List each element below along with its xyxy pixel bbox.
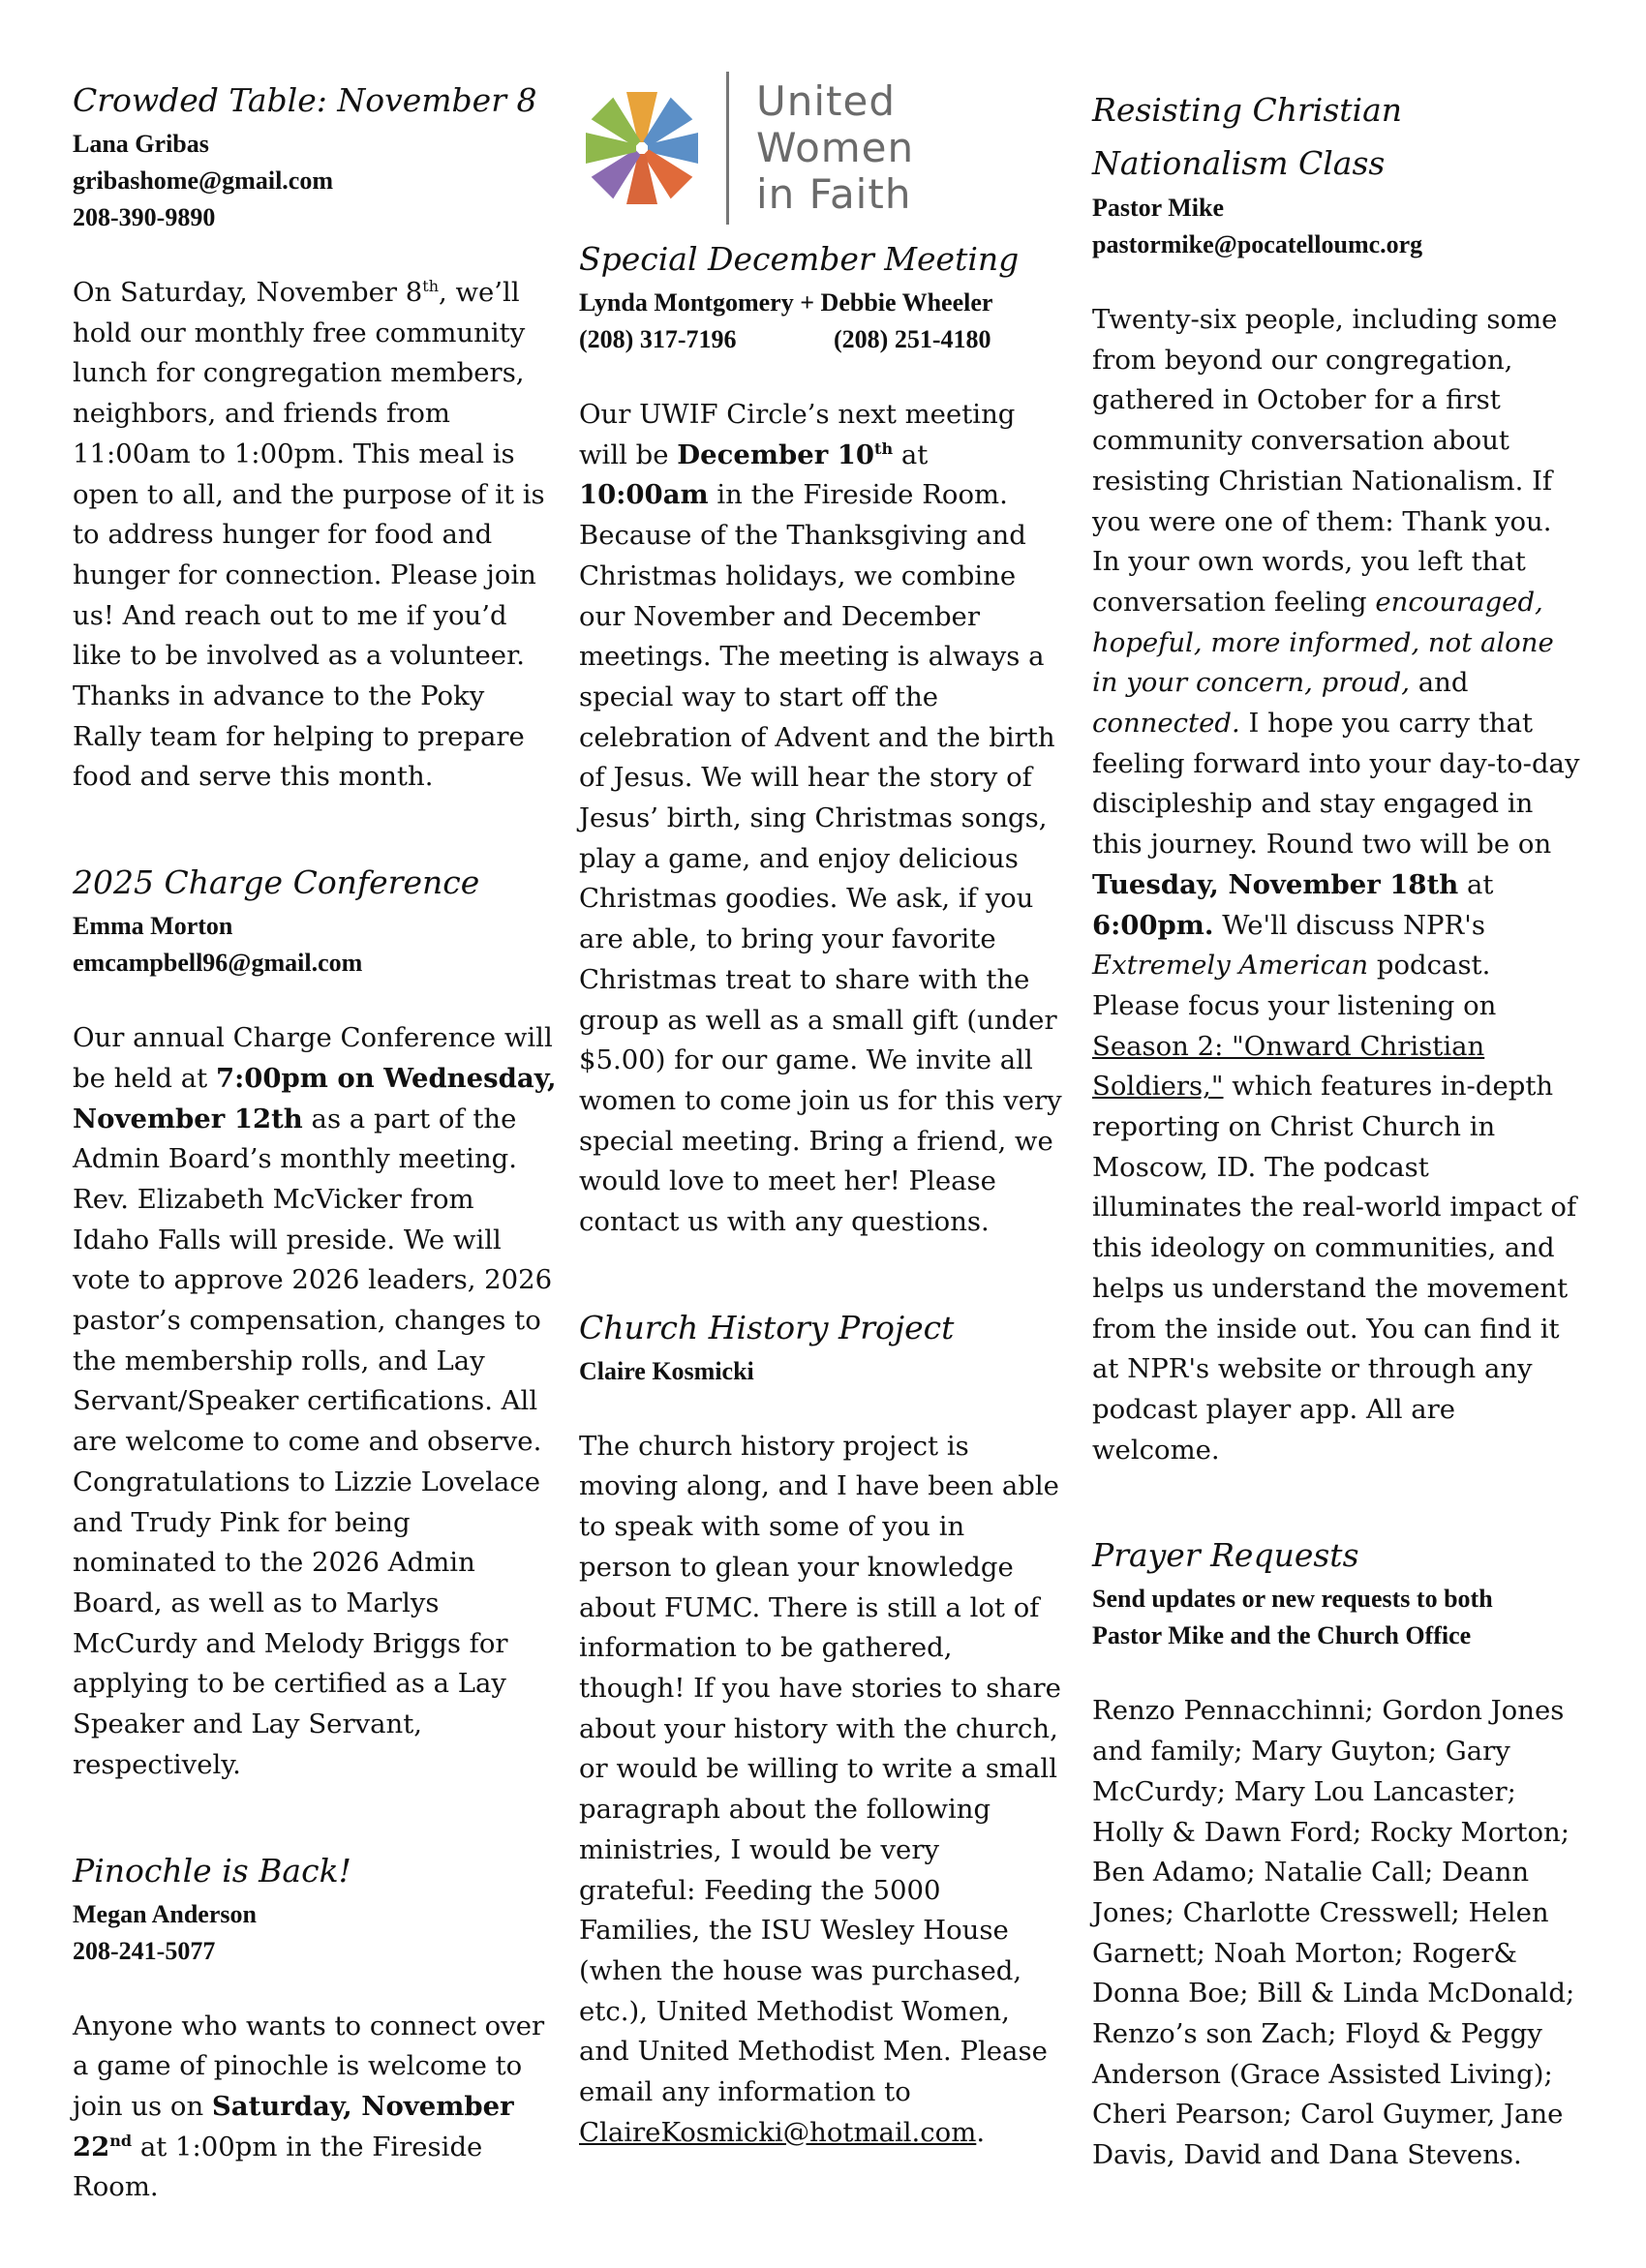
podcast-link[interactable]: Season 2: "Onward Christian Soldiers," <box>1092 1030 1485 1103</box>
crowded-table-section <box>73 76 557 798</box>
contact-block <box>73 126 557 236</box>
contact-name: Claire Kosmicki <box>579 1356 754 1385</box>
resisting-section <box>1092 83 1586 1470</box>
column-left <box>73 76 557 2268</box>
resisting-heading: Resisting Christian Nationalism Class <box>1092 91 1402 182</box>
logo-wordmark: United Women in Faith <box>756 77 915 218</box>
pinochle-body: Anyone who wants to connect over a game of pinochle is welcome to join us on Saturday, November 22nd at 1:00pm in the Fireside Room. <box>73 2010 545 2203</box>
contact-name: Megan Anderson <box>73 1899 257 1928</box>
contact-phone: 208-241-5077 <box>73 1936 216 1965</box>
prayer-note: Send updates or new requests to both Pastor Mike and the Church Office <box>1092 1585 1493 1650</box>
contact-phones: (208) 317-7196 (208) 251-4180 <box>579 325 991 353</box>
pinochle-heading: Pinochle is Back! <box>73 1851 351 1890</box>
contact-name: Emma Morton <box>73 912 233 941</box>
contact-phone: 208-390-9890 <box>73 203 216 231</box>
contact-email[interactable]: emcampbell96@gmail.com <box>73 949 363 978</box>
contact-email[interactable]: pastormike@pocatelloumc.org <box>1092 230 1423 258</box>
special-meeting-heading: Special December Meeting <box>579 240 1020 278</box>
logo-divider <box>726 72 729 225</box>
prayer-list: Renzo Pennacchinni; Gordon Jones and family; Mary Guyton; Gary McCurdy; Mary Lou Lancaster; Holly & Dawn Ford; Rocky Morton; Ben Adamo; Natalie Call; Deann Jones; Charlotte Cresswell; Helen Garnett; Noah Morton; Roger& Donna Boe; Bill & Linda McDonald; Renzo’s son Zach; Floyd & Peggy Anderson (Grace Assisted Living); Cheri Pearson; Carol Guymer, Jane Davis, David and Dana Stevens. <box>1092 1695 1575 2171</box>
history-project-section <box>579 1303 1063 2154</box>
column-right <box>1092 83 1586 2236</box>
special-meeting-section <box>579 234 1063 1243</box>
contact-name: Pastor Mike <box>1092 194 1224 222</box>
contact-block <box>1092 190 1586 263</box>
pinochle-section <box>73 1846 557 2209</box>
contact-block <box>579 285 1063 358</box>
uwif-logo <box>579 66 1063 230</box>
contact-block <box>73 908 557 982</box>
resisting-body: Twenty-six people, including some from beyond our congregation, gathered in October for a first community conversation about resisting Christian Nationalism. If you were one of them: Thank you. In your own words, you left that conversation feeling encouraged, hopeful, more informed, not alone in your concern, proud, and connected. I hope you carry that feeling forward into your day-to-day discipleship and stay engaged in this journey. Round two will be on Tuesday, November 18th at 6:00pm. We'll discuss NPR's Extremely American podcast. Please focus your listening on Season 2: "Onward Christian Soldiers," which features in-depth reporting on Christ Church in Moscow, ID. The podcast illuminates the real-world impact of this ideology on communities, and helps us understand the movement from the inside out. You can find it at NPR's website or through any podcast player app. All are welcome. <box>1092 304 1580 1466</box>
prayer-section <box>1092 1530 1586 2175</box>
contact-block <box>73 1896 557 1970</box>
email-link[interactable]: ClaireKosmicki@hotmail.com <box>579 2116 977 2148</box>
charge-conference-section <box>73 858 557 1785</box>
contact-block <box>579 1353 1063 1390</box>
crowded-table-body: On Saturday, November 8th, we’ll hold our monthly free community lunch for congregation members, neighbors, and friends from 11:00am to 1:00pm. This meal is open to all, and the purpose of it is to address hunger for food and hunger for connection. Please join us! And reach out to me if you’d like to be involved as a volunteer. Thanks in advance to the Poky Rally team for helping to prepare food and serve this month. <box>73 276 545 793</box>
contact-name: Lana Gribas <box>73 130 209 158</box>
prayer-heading: Prayer Requests <box>1092 1536 1359 1575</box>
history-project-body: The church history project is moving along, and I have been able to speak with some of you in person to glean your knowledge about FUMC. There is still a lot of information to be gathered, though! If you have stories to share about your history with the church, or would be willing to write a small paragraph about the following ministries, I would be very grateful: Feeding the 5000 Families, the ISU Wesley House (when the house was purchased, etc.), United Methodist Women, and United Methodist Men. Please email any information to ClaireKosmicki@hotmail.com. <box>579 1430 1061 2148</box>
contact-email[interactable]: gribashome@gmail.com <box>73 166 333 195</box>
crowded-table-heading: Crowded Table: November 8 <box>73 81 537 119</box>
pinwheel-logo-icon <box>579 85 705 211</box>
special-meeting-body: Our UWIF Circle’s next meeting will be December 10th at 10:00am in the Fireside Room. Because of the Thanksgiving and Christmas holidays, we combine our November and December meetings. The meeting is always a special way to start off the celebration of Advent and the birth of Jesus. We will hear the story of Jesus’ birth, sing Christmas songs, play a game, and enjoy delicious Christmas goodies. We ask, if you are able, to bring your favorite Christmas treat to share with the group as well as a small gift (under $5.00) for our game. We invite all women to come join us for this very special meeting. Bring a friend, we would love to meet her! Please contact us with any questions. <box>579 399 1062 1238</box>
charge-conference-body: Our annual Charge Conference will be held at 7:00pm on Wednesday, November 12th as a part of the Admin Board’s monthly meeting. Rev. Elizabeth McVicker from Idaho Falls will preside. We will vote to approve 2026 leaders, 2026 pastor’s compensation, changes to the membership rolls, and Lay Servant/Speaker certifications. All are welcome to come and observe. Congratulations to Lizzie Lovelace and Trudy Pink for being nominated to the 2026 Admin Board, as well as to Marlys McCurdy and Melody Briggs for applying to be certified as a Lay Speaker and Lay Servant, respectively. <box>73 1022 557 1780</box>
column-middle <box>579 76 1063 2213</box>
contact-names: Lynda Montgomery + Debbie Wheeler <box>579 288 993 317</box>
history-project-heading: Church History Project <box>579 1308 955 1346</box>
charge-conference-heading: 2025 Charge Conference <box>73 863 480 902</box>
